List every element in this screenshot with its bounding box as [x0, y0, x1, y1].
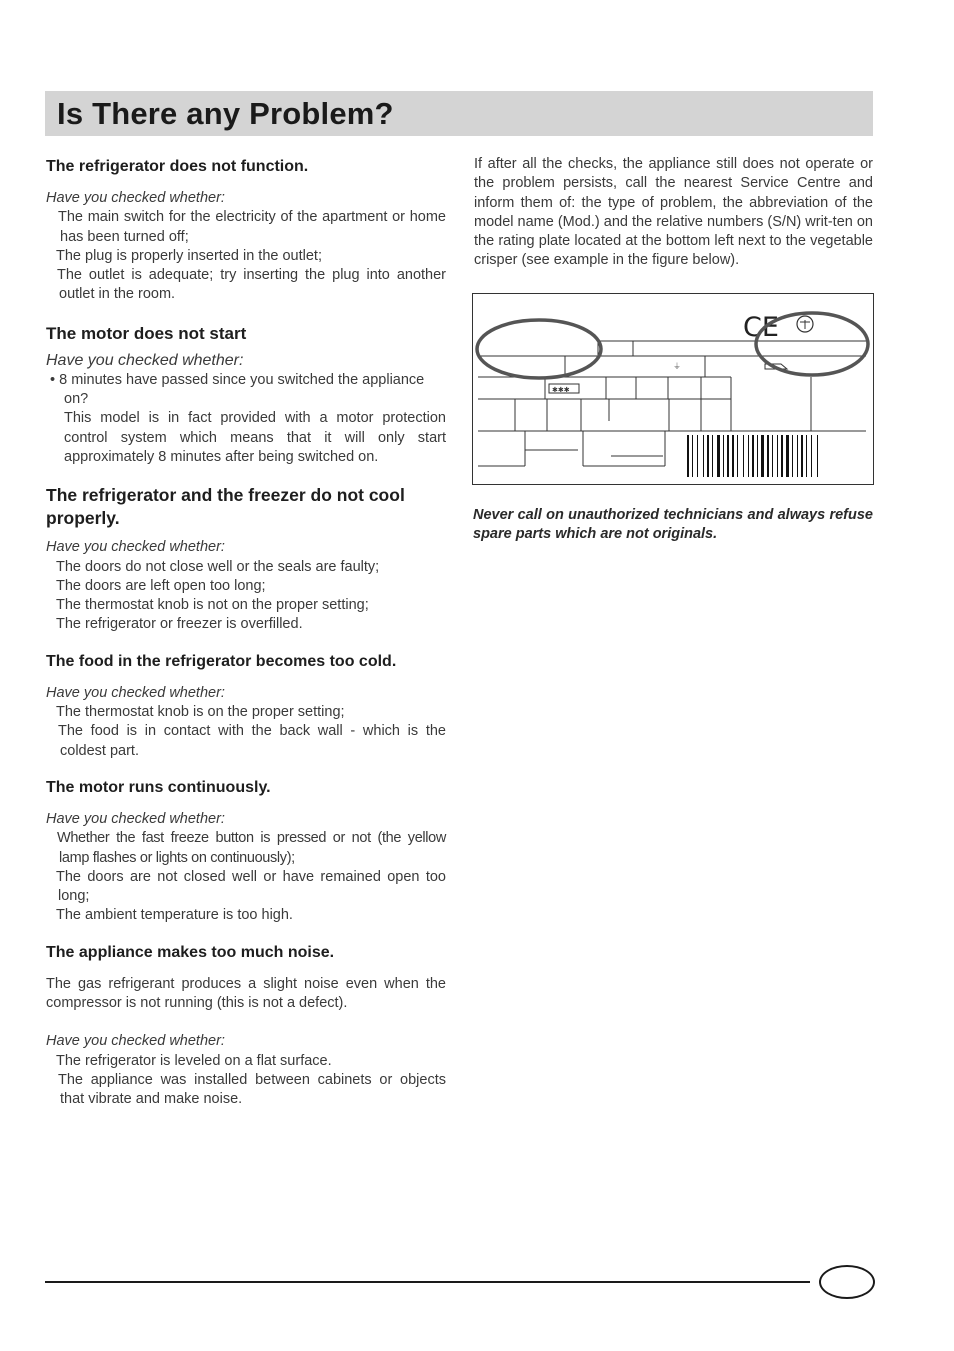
section-heading: The motor does not start [46, 323, 247, 343]
warning-note: Never call on unauthorized technicians and always refuse spare parts which are not originals. [473, 507, 873, 543]
section-heading: The appliance makes too much noise. [46, 943, 335, 961]
section-not-function [46, 157, 446, 305]
barcode [687, 435, 818, 477]
list-item: The ambient temperature is too high. [56, 907, 293, 924]
list-item: Whether the fast freeze button is pressed or not (the yellow lamp flashes or lights on continuously); [57, 830, 446, 866]
page-number-oval [819, 1265, 875, 1299]
check-label: Have you checked whether: [46, 190, 225, 206]
bullet-text: 8 minutes have passed since you switched the appliance on? [59, 371, 425, 408]
page-title-bar [45, 91, 873, 136]
spacer [46, 1013, 446, 1032]
ce-mark: CE [743, 312, 779, 343]
list-item: The refrigerator or freezer is overfilled. [56, 616, 303, 633]
section-noise [46, 943, 446, 1110]
service-column [474, 155, 873, 271]
section-motor-not-start [46, 322, 446, 467]
list-item: The refrigerator is leveled on a flat surface. [56, 1052, 332, 1069]
list-item: The plug is properly inserted in the outlet; [56, 247, 322, 264]
section-heading: The food in the refrigerator becomes too cold. [46, 652, 397, 670]
list-item: The thermostat knob is not on the proper setting; [56, 597, 369, 614]
list-item: The thermostat knob is on the proper setting; [56, 704, 345, 721]
section-heading: The motor runs continuously. [46, 778, 271, 796]
list-item: The doors do not close well or the seals are faulty; [56, 558, 380, 575]
section-heading: The refrigerator and the freezer do not cool properly. [46, 485, 405, 529]
section-runs-continuously [46, 778, 446, 926]
section-intro: The gas refrigerant produces a slight noise even when the compressor is not running (this is not a defect). [46, 975, 446, 1012]
list-item: • 8 minutes have passed since you switched the appliance on? [50, 371, 425, 408]
list-item: The food is in contact with the back wall - which is the coldest part. [58, 723, 446, 759]
troubleshooting-column [46, 155, 446, 1127]
check-label: Have you checked whether: [46, 539, 225, 556]
list-item: The appliance was installed between cabinets or objects that vibrate and make noise. [58, 1071, 446, 1108]
list-item: The doors are left open too long; [56, 577, 266, 594]
footer-rule [45, 1281, 810, 1283]
section-heading: The refrigerator does not function. [46, 158, 309, 175]
rating-plate-illustration [473, 294, 873, 484]
section-not-cool [46, 484, 446, 634]
check-label: Have you checked whether: [46, 351, 244, 369]
page-title: Is There any Problem? [57, 96, 394, 131]
check-label: Have you checked whether: [46, 810, 225, 827]
check-label: Have you checked whether: [46, 684, 225, 701]
svg-text:⏚: ⏚ [673, 362, 681, 371]
service-instructions: If after all the checks, the appliance still does not operate or the problem persists, call the nearest Service Centre and inform them of: the type of problem, the abbreviation of the model name (Mod.) and the relative numbers (S/N) writ-ten on the rating plate located at the bottom left next to the vegetable crisper (see example in the figure below). [474, 156, 873, 269]
list-item: The doors are not closed well or have remained open too long; [56, 868, 446, 905]
list-item: The main switch for the electricity of the apartment or home has been turned off; [58, 209, 446, 245]
freezer-star-symbol: ✱✱✱ [552, 386, 570, 394]
check-label: Have you checked whether: [46, 1033, 225, 1050]
bullet-detail: This model is in fact provided with a motor protection control system which means that it will only start approximately 8 minutes after being switched on. [64, 410, 446, 465]
section-too-cold [46, 652, 446, 761]
list-item: The outlet is adequate; try inserting the plug into another outlet in the room. [57, 267, 446, 303]
rating-plate-figure [472, 293, 874, 485]
